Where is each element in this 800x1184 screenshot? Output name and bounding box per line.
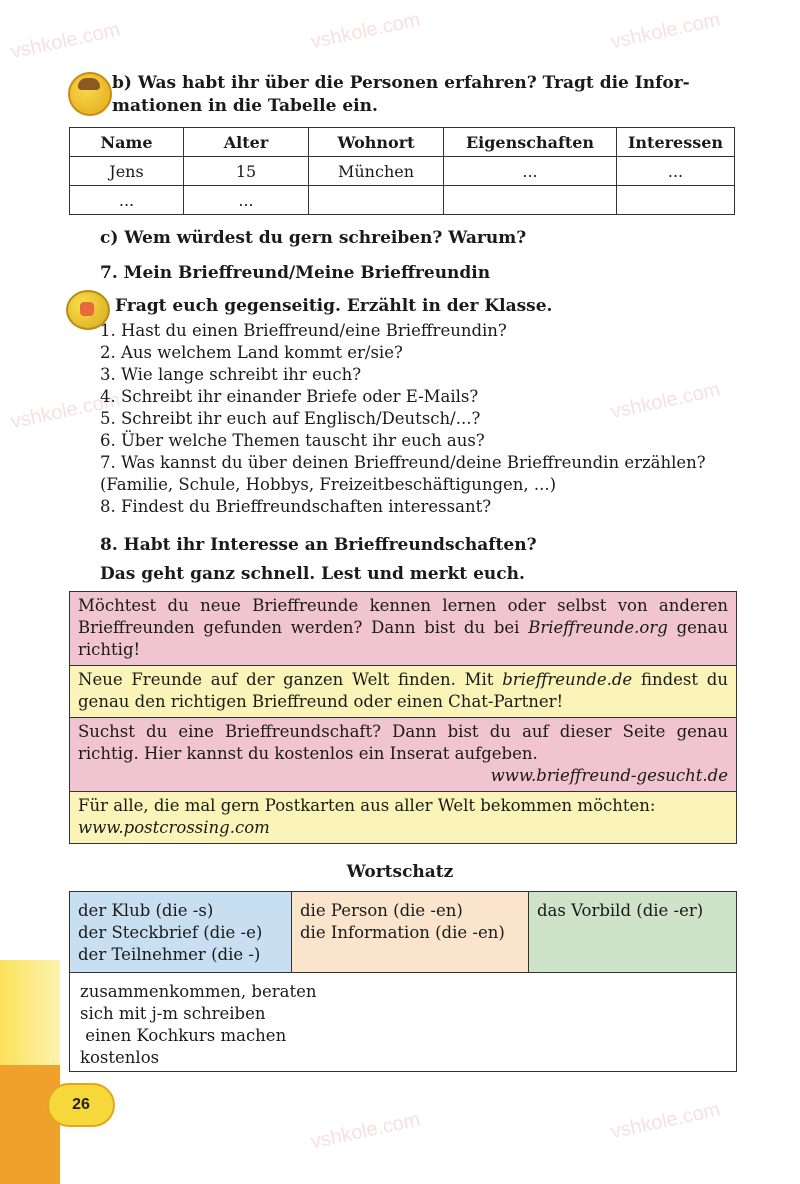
- table-cell: ...: [184, 186, 309, 215]
- question-list: [100, 320, 706, 518]
- vocab-item: der Teilnehmer (die -): [78, 945, 261, 964]
- table-cell: München: [309, 157, 444, 186]
- table-cell: [444, 186, 617, 215]
- section-c-heading: c) Wem würdest du gern schreiben? Warum?: [100, 228, 527, 248]
- vocab-item: zusammenkommen, beraten: [80, 982, 317, 1001]
- box2-end: findest du genau den richtigen Brieffreund oder einen Chat-Partner!: [78, 670, 728, 711]
- task7-title: 7. Mein Brieffreund/Meine Brieffreundin: [100, 263, 491, 283]
- vocab-item: die Person (die -en): [300, 901, 463, 920]
- table-cell: 15: [184, 157, 309, 186]
- list-item: 8. Findest du Brieffreundschaften interessant?: [100, 497, 492, 516]
- list-item: 7. Was kannst du über deinen Brieffreund/deine Brieffreundin erzählen?: [100, 453, 706, 472]
- table-cell: [309, 186, 444, 215]
- header-interessen: Interessen: [617, 128, 735, 157]
- vocab-item: einen Kochkurs machen: [80, 1026, 287, 1045]
- list-item: 4. Schreibt ihr einander Briefe oder E-Mails?: [100, 387, 479, 406]
- info-table: [69, 127, 735, 215]
- vocab-item: sich mit j-m schreiben: [80, 1004, 266, 1023]
- box4-link: www.postcrossing.com: [78, 818, 270, 837]
- box2-text: Neue Freunde auf der ganzen Welt finden. Mit: [78, 670, 503, 689]
- decorative-side-bar-orange: [0, 1065, 60, 1184]
- box3-text: Suchst du eine Brieffreundschaft? Dann bist du auf dieser Seite genau richtig. Hier kannst du kostenlos ein Inserat aufgeben.: [78, 722, 728, 763]
- watermark: vshkole.com: [308, 1108, 423, 1154]
- table-cell: Jens: [70, 157, 184, 186]
- watermark: vshkole.com: [608, 378, 723, 424]
- box1-link: Brieffreunde.org: [528, 618, 668, 637]
- table-row: [70, 157, 735, 186]
- box2-link: brieffreunde.de: [502, 670, 633, 689]
- vocabulary-table: [69, 891, 737, 1072]
- box4-text: Für alle, die mal gern Postkarten aus aller Welt bekommen möchten:: [78, 796, 656, 815]
- vocab-item: der Steckbrief (die -e): [78, 923, 263, 942]
- section-b-heading: [112, 72, 736, 118]
- box-brieffreunde-de: [70, 666, 736, 718]
- vocab-feminine-nouns: [292, 892, 529, 972]
- list-item: 5. Schreibt ihr euch auf Englisch/Deutsch/...?: [100, 409, 481, 428]
- vocab-item: der Klub (die -s): [78, 901, 214, 920]
- section-b-line1: b) Was habt ihr über die Personen erfahren? Tragt die Infor-: [112, 73, 690, 93]
- table-header-row: [70, 128, 735, 157]
- wortschatz-title: Wortschatz: [346, 862, 454, 882]
- task8-title: 8. Habt ihr Interesse an Brieffreundschaften?: [100, 535, 537, 555]
- watermark: vshkole.com: [8, 388, 123, 434]
- vocab-neuter-nouns: [529, 892, 736, 972]
- penpal-sites-boxes: [69, 591, 737, 844]
- list-item: 3. Wie lange schreibt ihr euch?: [100, 365, 362, 384]
- reading-child-icon: [68, 72, 112, 116]
- task7-instruction: Fragt euch gegenseitig. Erzählt in der Klasse.: [115, 296, 553, 316]
- box1-end: genau richtig!: [78, 618, 728, 659]
- vocab-item: kostenlos: [80, 1048, 160, 1067]
- table-cell: [617, 186, 735, 215]
- header-wohnort: Wohnort: [309, 128, 444, 157]
- table-cell: ...: [70, 186, 184, 215]
- table-row: [70, 186, 735, 215]
- table-cell: ...: [617, 157, 735, 186]
- task8-subtitle: Das geht ganz schnell. Lest und merkt euch.: [100, 564, 525, 584]
- page-number: 26: [47, 1083, 115, 1127]
- section-b-line2: mationen in die Tabelle ein.: [112, 96, 378, 116]
- table-cell: ...: [444, 157, 617, 186]
- box-brieffreund-gesucht: [70, 718, 736, 792]
- watermark: vshkole.com: [608, 1098, 723, 1144]
- vocab-verbs-phrases: [70, 973, 736, 1071]
- list-item: 2. Aus welchem Land kommt er/sie?: [100, 343, 403, 362]
- watermark: vshkole.com: [8, 18, 123, 64]
- vocab-masculine-nouns: [70, 892, 292, 972]
- vocab-item: die Information (die -en): [300, 923, 505, 942]
- watermark: vshkole.com: [608, 8, 723, 54]
- box-brieffreunde-org: [70, 592, 736, 666]
- box1-text: Möchtest du neue Brieffreunde kennen lernen oder selbst von anderen Brieffreunden gefunden werden? Dann bist du bei: [78, 596, 728, 637]
- list-item: (Familie, Schule, Hobbys, Freizeitbeschäftigungen, ...): [100, 475, 557, 494]
- header-eigenschaften: Eigenschaften: [444, 128, 617, 157]
- header-alter: Alter: [184, 128, 309, 157]
- list-item: 1. Hast du einen Brieffreund/eine Brieffreundin?: [100, 321, 507, 340]
- watermark: vshkole.com: [308, 8, 423, 54]
- list-item: 6. Über welche Themen tauscht ihr euch aus?: [100, 431, 485, 450]
- header-name: Name: [70, 128, 184, 157]
- vocab-item: das Vorbild (die -er): [537, 901, 704, 920]
- vocab-nouns-row: [70, 892, 736, 973]
- box-postcrossing: [70, 792, 736, 843]
- box3-link: www.brieffreund-gesucht.de: [490, 766, 728, 785]
